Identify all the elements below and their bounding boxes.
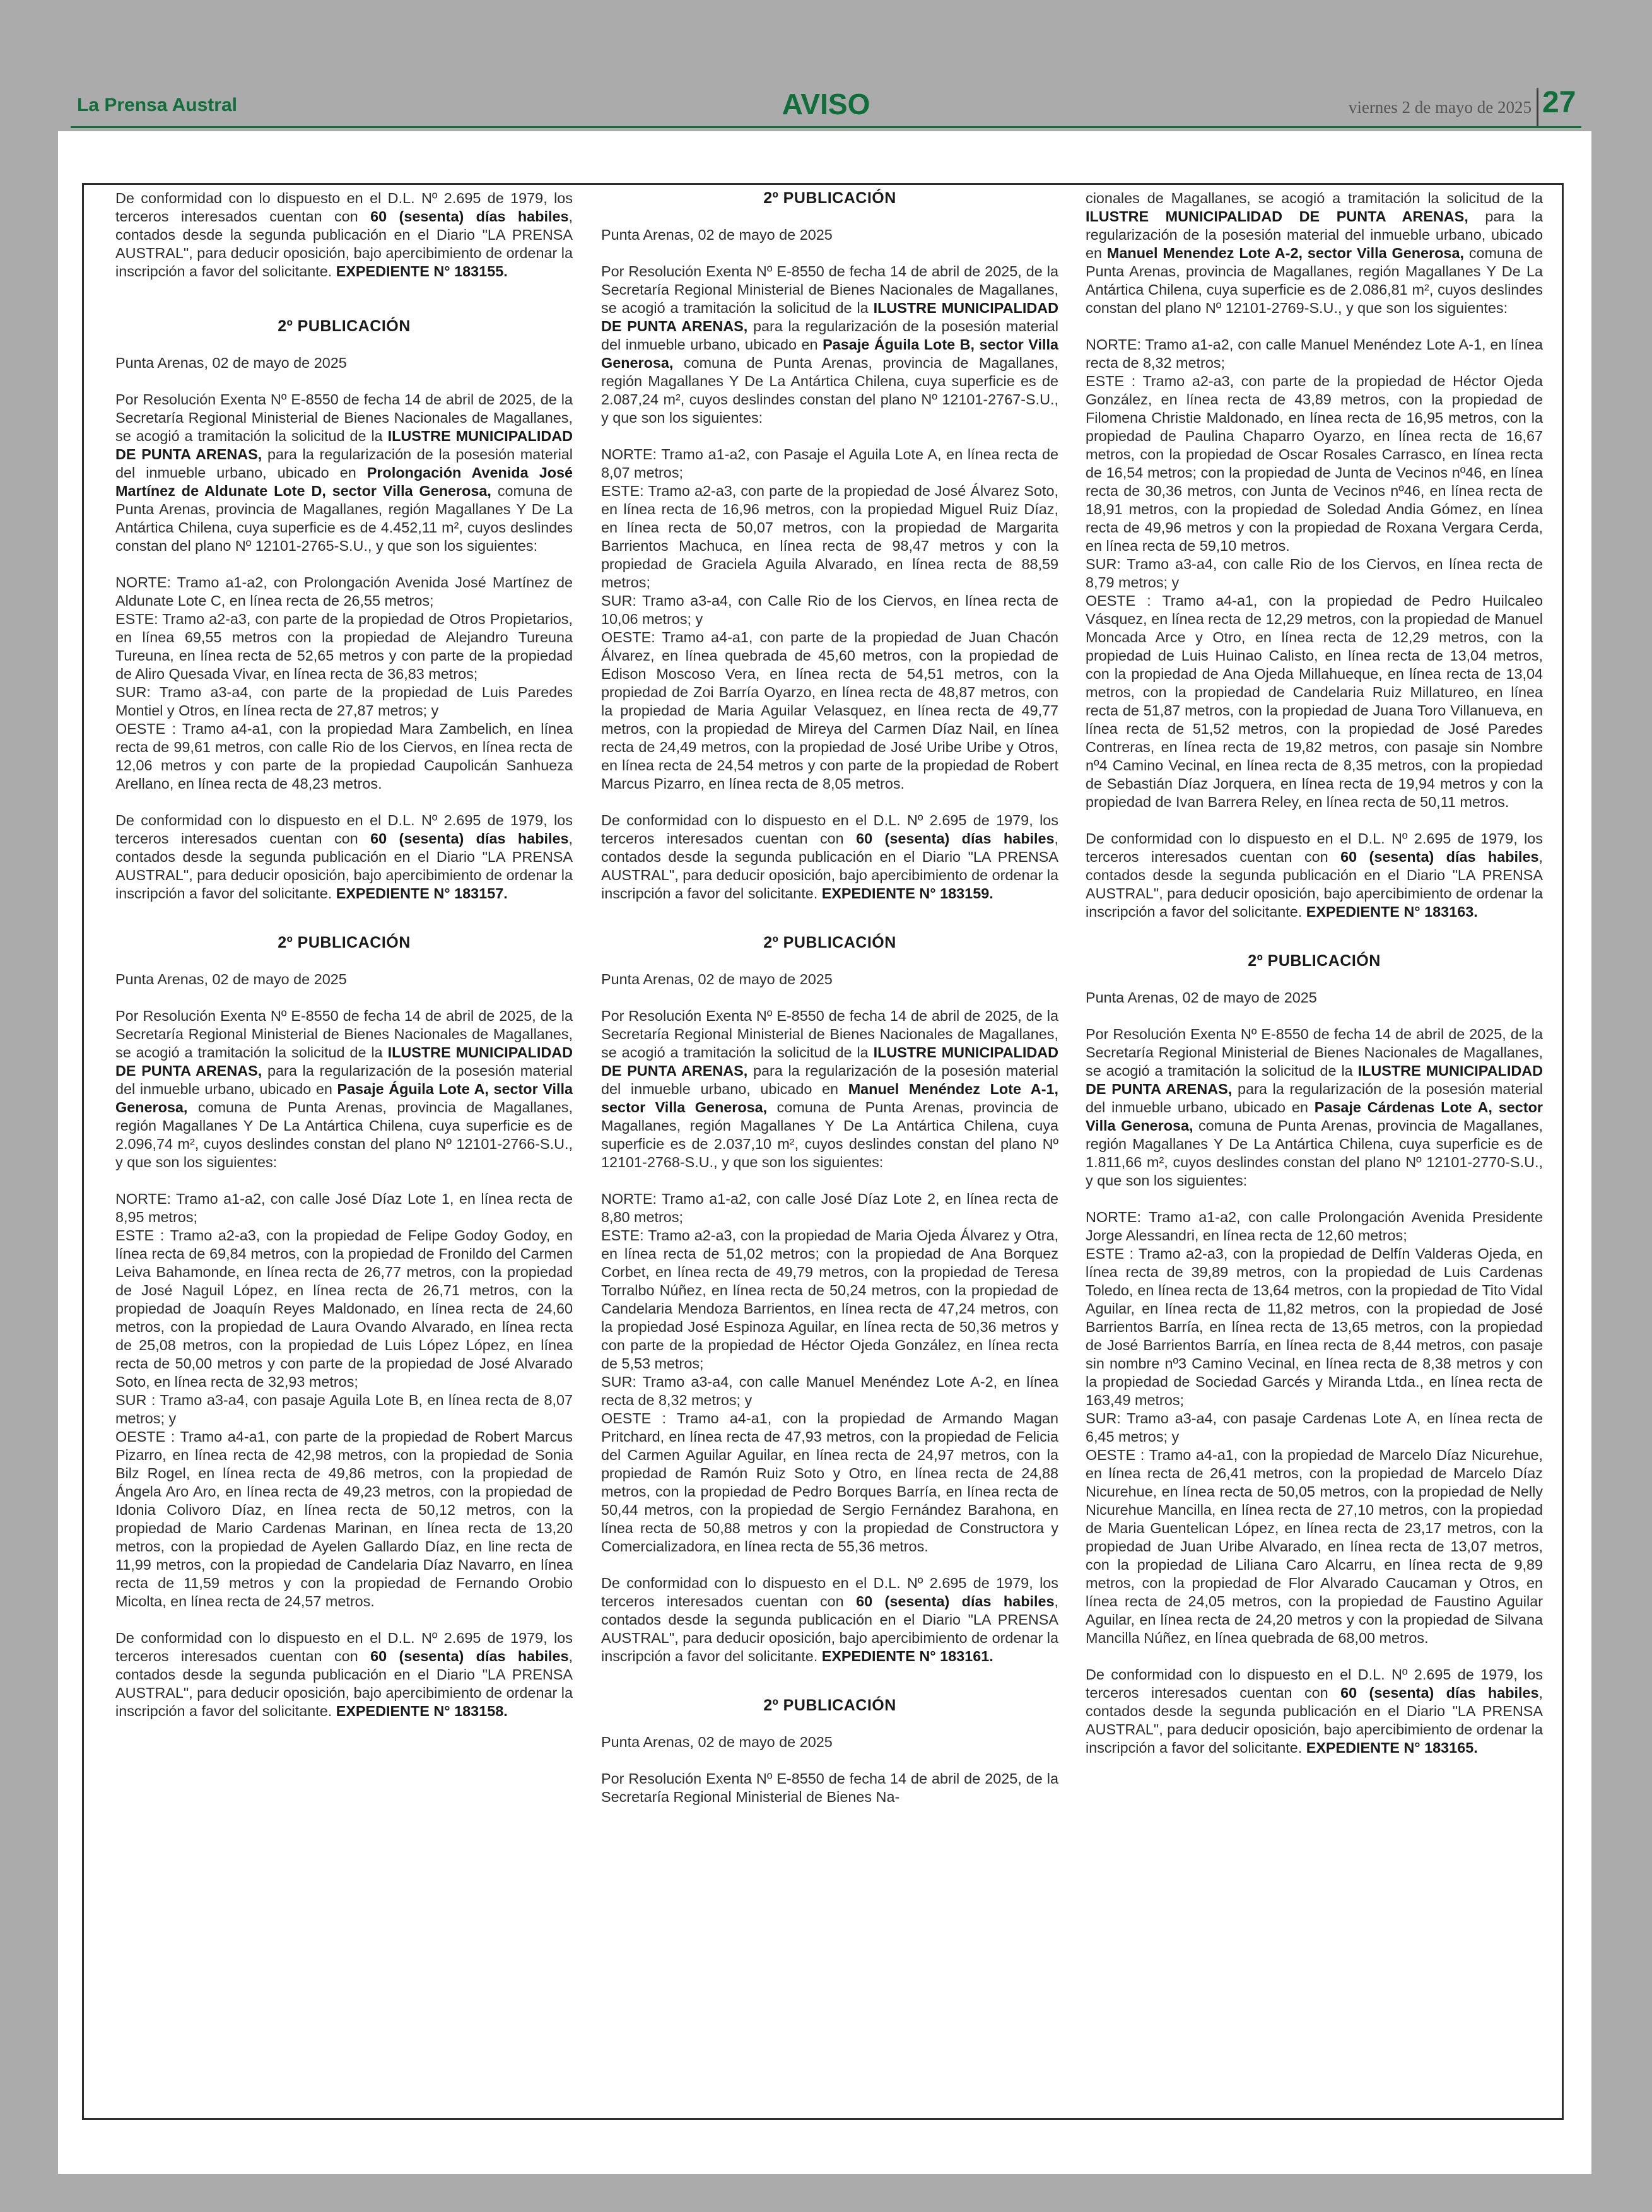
- expediente-number: EXPEDIENTE N° 183155.: [336, 263, 508, 279]
- notice-place-date: Punta Arenas, 02 de mayo de 2025: [601, 1734, 833, 1750]
- boundary-oeste: OESTE : Tramo a4-a1, con la propiedad Mara Zambelich, en línea recta de 99,61 metros, con calle Rio de los Ciervos, en línea recta de 12,06 metros y con parte de la propiedad Caupolicán Sanhueza Arellano, en línea recta de 48,23 metros.: [115, 721, 573, 792]
- boundary-este: ESTE: Tramo a2-a3, con parte de la propiedad de Otros Propietarios, en línea 69,55 metros con la propiedad de Alejandro Tureuna Tureuna, en línea recta de 52,65 metros y con parte de la propiedad de Aliro Quesada Vivar, en línea recta de 36,83 metros;: [115, 611, 573, 682]
- expediente-number: EXPEDIENTE N° 183165.: [1306, 1739, 1478, 1756]
- notice-place-date: Punta Arenas, 02 de mayo de 2025: [601, 226, 833, 243]
- notice-closing: De conformidad con lo dispuesto en el D.L. Nº 2.695 de 1979, los terceros interesados cuentan con 60 (sesenta) días habiles, contados desde la segunda publicación en el Diario "LA PRENSA AUSTRAL", para deducir oposición, bajo apercibimiento de ordenar la inscripción a favor del solicitante. EXPEDIENTE N° 183155.: [115, 190, 573, 279]
- notice-intro-start: Por Resolución Exenta Nº E-8550 de fecha 14 de abril de 2025, de la Secretaría Regional Ministerial de Bienes Na-: [601, 1770, 1058, 1805]
- notice-place-date: Punta Arenas, 02 de mayo de 2025: [1086, 989, 1317, 1006]
- boundary-norte: NORTE: Tramo a1-a2, con calle Prolongación Avenida Presidente Jorge Alessandri, en línea recta de 12,60 metros;: [1086, 1209, 1543, 1244]
- boundary-este: ESTE: Tramo a2-a3, con la propiedad de Maria Ojeda Álvarez y Otra, en línea recta de 51,02 metros; con la propiedad de Ana Borquez Corbet, en línea recta de 49,79 metros, con la propiedad de Teresa Torralbo Núñez, en línea recta de 50,24 metros, con la propiedad de Candelaria Mendoza Barrientos, en línea recta de 47,24 metros, con la propiedad José Espinoza Aguilar, en línea recta de 50,36 metros y con parte de la propiedad de Héctor Ojeda González, en línea recta de 5,53 metros;: [601, 1227, 1058, 1372]
- boundary-sur: SUR : Tramo a3-a4, con pasaje Aguila Lote B, en línea recta de 8,07 metros; y: [115, 1392, 573, 1427]
- notice-place-date: Punta Arenas, 02 de mayo de 2025: [115, 971, 347, 987]
- boundary-oeste: OESTE : Tramo a4-a1, con parte de la propiedad de Robert Marcus Pizarro, en línea recta de 42,98 metros, con la propiedad de Sonia Bilz Rogel, en línea recta de 49,86 metros, con la propiedad de Ángela Aro Aro, en línea recta de 49,23 metros, con la propiedad de Idonia Colivoro Díaz, en línea recta de 50,12 metros, con la propiedad de Mario Cardenas Marinan, en línea recta de 13,20 metros, con la propiedad de Ayelen Gallardo Díaz, en line recta de 11,99 metros, con la propiedad de Candelaria Díaz Navarro, en línea recta de 11,59 metros y con la propiedad de Fernando Orobio Micolta, en línea recta de 24,57 metros.: [115, 1428, 573, 1609]
- boundary-norte: NORTE: Tramo a1-a2, con calle José Díaz Lote 2, en línea recta de 8,80 metros;: [601, 1191, 1058, 1225]
- notice-place-date: Punta Arenas, 02 de mayo de 2025: [601, 971, 833, 987]
- section-title: AVISO: [782, 88, 870, 121]
- notice-intro: Por Resolución Exenta Nº E-8550 de fecha 14 de abril de 2025, de la Secretaría Regional Ministerial de Bienes Nacionales de Magallanes, se acogió a tramitación la solicitud de la ILUSTRE MUNICIPALIDAD DE PUNTA ARENAS, para la regularización de la posesión material del inmueble urbano, ubicado en Manuel Menéndez Lote A-1, sector Villa Generosa, comuna de Punta Arenas, provincia de Magallanes, región Magallanes Y De La Antártica Chilena, cuya superficie es de 2.037,10 m², cuyos deslindes constan del plano Nº 12101-2768-S.U., y que son los siguientes:: [601, 1008, 1059, 1170]
- page-number-divider: [1537, 88, 1538, 126]
- newspaper-brand: La Prensa Austral: [77, 95, 237, 115]
- notice-heading: 2º PUBLICACIÓN: [278, 317, 411, 335]
- boundary-oeste: OESTE : Tramo a4-a1, con la propiedad de Marcelo Díaz Nicurehue, en línea recta de 26,41 metros, con la propiedad de Marcelo Díaz Nicurehue, en línea recta de 50,05 metros, con la propiedad de Nelly Nicurehue Mancilla, en línea recta de 27,10 metros, con la propiedad de Maria Guentelican López, en línea recta de 23,17 metros, con la propiedad de Juan Uribe Alvarado, en línea recta de 13,07 metros, con la propiedad de Liliana Caro Alcarru, en línea recta de 9,89 metros, con la propiedad de Flor Alvarado Caucaman y Otros, en línea recta de 24,05 metros, con la propiedad de Faustino Aguilar Aguilar, en línea recta de 24,20 metros y con la propiedad de Silvana Mancilla Núñez, en línea quebrada de 68,00 metros.: [1086, 1447, 1543, 1646]
- expediente-number: EXPEDIENTE N° 183157.: [336, 885, 508, 902]
- boundary-norte: NORTE: Tramo a1-a2, con Pasaje el Aguila Lote A, en línea recta de 8,07 metros;: [601, 446, 1058, 481]
- boundary-este: ESTE : Tramo a2-a3, con la propiedad de Felipe Godoy Godoy, en línea recta de 69,84 metros, con la propiedad de Fronildo del Carmen Leiva Bahamonde, en línea recta de 26,77 metros, con la propiedad de José Naguil López, en línea recta de 26,71 metros, con la propiedad de Joaquín Reyes Maldonado, en línea recta de 24,60 metros, con la propiedad de Laura Ovando Alvarado, en línea recta de 25,08 metros, con la propiedad de Luis López López, en línea recta de 50,00 metros y con parte de la propiedad de José Alvarado Soto, en línea recta de 32,93 metros;: [115, 1227, 573, 1390]
- notice-closing: De conformidad con lo dispuesto en el D.L. Nº 2.695 de 1979, los terceros interesados cuentan con 60 (sesenta) días habiles, contados desde la segunda publicación en el Diario "LA PRENSA AUSTRAL", para deducir oposición, bajo apercibimiento de ordenar la inscripción a favor del solicitante. EXPEDIENTE N° 183159.: [601, 812, 1058, 902]
- notice-closing: De conformidad con lo dispuesto en el D.L. Nº 2.695 de 1979, los terceros interesados cuentan con 60 (sesenta) días habiles, contados desde la segunda publicación en el Diario "LA PRENSA AUSTRAL", para deducir oposición, bajo apercibimiento de ordenar la inscripción a favor del solicitante. EXPEDIENTE N° 183157.: [115, 812, 573, 902]
- column-3: [1086, 189, 1543, 1775]
- expediente-number: EXPEDIENTE N° 183158.: [336, 1703, 508, 1719]
- boundary-sur: SUR: Tramo a3-a4, con calle Manuel Menéndez Lote A-2, en línea recta de 8,32 metros; y: [601, 1374, 1058, 1408]
- notice-closing: De conformidad con lo dispuesto en el D.L. Nº 2.695 de 1979, los terceros interesados cuentan con 60 (sesenta) días habiles, contados desde la segunda publicación en el Diario "LA PRENSA AUSTRAL", para deducir oposición, bajo apercibimiento de ordenar la inscripción a favor del solicitante. EXPEDIENTE N° 183161.: [601, 1575, 1058, 1664]
- notice-intro: Por Resolución Exenta Nº E-8550 de fecha 14 de abril de 2025, de la Secretaría Regional Ministerial de Bienes Nacionales de Magallanes, se acogió a tramitación la solicitud de la ILUSTRE MUNICIPALIDAD DE PUNTA ARENAS, para la regularización de la posesión material del inmueble urbano, ubicado en Pasaje Águila Lote B, sector Villa Generosa, comuna de Punta Arenas, provincia de Magallanes, región Magallanes Y De La Antártica Chilena, cuya superficie es de 2.087,24 m², cuyos deslindes constan del plano Nº 12101-2767-S.U., y que son los siguientes:: [601, 263, 1059, 426]
- page-number: 27: [1542, 86, 1576, 119]
- notice-heading: 2º PUBLICACIÓN: [278, 934, 411, 951]
- notice-intro-continued: cionales de Magallanes, se acogió a tramitación la solicitud de la ILUSTRE MUNICIPALIDAD DE PUNTA ARENAS, para la regularización de la posesión material del inmueble urbano, ubicado en Manuel Menendez Lote A-2, sector Villa Generosa, comuna de Punta Arenas, provincia de Magallanes, región Magallanes Y De La Antártica Chilena, cuya superficie es de 2.086,81 m², cuyos deslindes constan del plano Nº 12101-2769-S.U., y que son los siguientes:: [1086, 190, 1543, 316]
- expediente-number: EXPEDIENTE N° 183163.: [1306, 903, 1478, 920]
- boundary-oeste: OESTE : Tramo a4-a1, con la propiedad de Pedro Huilcaleo Vásquez, en línea recta de 12,29 metros, con la propiedad de Manuel Moncada Arce y Otro, en línea recta de 12,29 metros, con la propiedad de Luis Huinao Calisto, en línea recta de 13,04 metros, con la propiedad de Ana Ojeda Millahueque, en línea recta de 13,04 metros, con la propiedad de Candelaria Ruiz Millatureo, en línea recta de 51,87 metros, con la propiedad de Juana Toro Villanueva, en línea recta de 51,52 metros, con la propiedad de José Paredes Contreras, en línea recta de 19,82 metros, con pasaje sin Nombre nº4 Camino Vecinal, en línea recta de 8,35 metros, con la propiedad de Sebastián Díaz Jorquera, en línea recta de 19,94 metros y con la propiedad de Ivan Barrera Reley, en línea recta de 50,11 metros.: [1086, 592, 1543, 810]
- notice-heading: 2º PUBLICACIÓN: [1248, 952, 1381, 970]
- notice-closing: De conformidad con lo dispuesto en el D.L. Nº 2.695 de 1979, los terceros interesados cuentan con 60 (sesenta) días habiles, contados desde la segunda publicación en el Diario "LA PRENSA AUSTRAL", para deducir oposición, bajo apercibimiento de ordenar la inscripción a favor del solicitante. EXPEDIENTE N° 183163.: [1086, 830, 1543, 920]
- boundary-norte: NORTE: Tramo a1-a2, con Prolongación Avenida José Martínez de Aldunate Lote C, en línea recta de 26,55 metros;: [115, 574, 573, 609]
- notice-intro: Por Resolución Exenta Nº E-8550 de fecha 14 de abril de 2025, de la Secretaría Regional Ministerial de Bienes Nacionales de Magallanes, se acogió a tramitación la solicitud de la ILUSTRE MUNICIPALIDAD DE PUNTA ARENAS, para la regularización de la posesión material del inmueble urbano, ubicado en Prolongación Avenida José Martínez de Aldunate Lote D, sector Villa Generosa, comuna de Punta Arenas, provincia de Magallanes, región Magallanes Y De La Antártica Chilena, cuya superficie es de 4.452,11 m², cuyos deslindes constan del plano Nº 12101-2765-S.U., y que son los siguientes:: [115, 391, 573, 554]
- expediente-number: EXPEDIENTE N° 183161.: [821, 1648, 993, 1664]
- notice-intro: Por Resolución Exenta Nº E-8550 de fecha 14 de abril de 2025, de la Secretaría Regional Ministerial de Bienes Nacionales de Magallanes, se acogió a tramitación la solicitud de la ILUSTRE MUNICIPALIDAD DE PUNTA ARENAS, para la regularización de la posesión material del inmueble urbano, ubicado en Pasaje Águila Lote A, sector Villa Generosa, comuna de Punta Arenas, provincia de Magallanes, región Magallanes Y De La Antártica Chilena, cuya superficie es de 2.096,74 m², cuyos deslindes constan del plano Nº 12101-2766-S.U., y que son los siguientes:: [115, 1008, 573, 1170]
- notice-heading: 2º PUBLICACIÓN: [763, 1697, 896, 1714]
- boundary-norte: NORTE: Tramo a1-a2, con calle José Díaz Lote 1, en línea recta de 8,95 metros;: [115, 1191, 573, 1225]
- boundary-norte: NORTE: Tramo a1-a2, con calle Manuel Menéndez Lote A-1, en línea recta de 8,32 metros;: [1086, 336, 1543, 371]
- issue-date: viernes 2 de mayo de 2025: [1348, 98, 1532, 117]
- boundary-oeste: OESTE: Tramo a4-a1, con parte de la propiedad de Juan Chacón Álvarez, en línea quebrada de 45,60 metros, con la propiedad de Edison Moscoso Vera, en línea recta de 54,51 metros, con la propiedad de Zoi Barría Oyarzo, en línea recta de 48,87 metros, con la propiedad de Maria Aguilar Velasquez, en línea recta de 49,77 metros, con la propiedad de Mireya del Carmen Díaz Nail, en línea recta de 24,49 metros, con la propiedad de José Uribe Uribe y Otros, en línea recta de 24,54 metros y con parte de la propiedad de Robert Marcus Pizarro, en línea recta de 8,05 metros.: [601, 629, 1058, 792]
- boundary-sur: SUR: Tramo a3-a4, con pasaje Cardenas Lote A, en línea recta de 6,45 metros; y: [1086, 1410, 1543, 1445]
- notice-closing: De conformidad con lo dispuesto en el D.L. Nº 2.695 de 1979, los terceros interesados cuentan con 60 (sesenta) días habiles, contados desde la segunda publicación en el Diario "LA PRENSA AUSTRAL", para deducir oposición, bajo apercibimiento de ordenar la inscripción a favor del solicitante. EXPEDIENTE N° 183165.: [1086, 1666, 1543, 1756]
- masthead: [0, 0, 1652, 129]
- column-1: [115, 189, 573, 1739]
- notice-heading: 2º PUBLICACIÓN: [763, 189, 896, 207]
- boundary-este: ESTE: Tramo a2-a3, con parte de la propiedad de José Álvarez Soto, en línea recta de 16,96 metros, con la propiedad Miguel Ruiz Díaz, en línea recta de 50,07 metros, con la propiedad de Margarita Barrientos Machuca, en línea recta de 98,47 metros y con la propiedad de Graciela Aguila Alvarado, en línea recta de 88,59 metros;: [601, 483, 1058, 591]
- boundary-este: ESTE : Tramo a2-a3, con la propiedad de Delfín Valderas Ojeda, en línea recta de 39,89 metros, con la propiedad de Luis Cardenas Toledo, en línea recta de 13,64 metros, con la propiedad de Tito Vidal Aguilar, en línea recta de 11,82 metros, con la propiedad de José Barrientos Barría, en línea recta de 13,65 metros, con la propiedad de José Barrientos Barría, en línea recta de 8,44 metros, con pasaje sin nombre nº3 Camino Vecinal, en línea recta de 8,38 metros y con la propiedad de Sociedad Garcés y Miranda Ltda., en línea recta de 163,49 metros;: [1086, 1245, 1543, 1408]
- boundary-sur: SUR: Tramo a3-a4, con Calle Rio de los Ciervos, en línea recta de 10,06 metros; y: [601, 592, 1058, 627]
- notice-heading: 2º PUBLICACIÓN: [763, 934, 896, 951]
- notice-intro: Por Resolución Exenta Nº E-8550 de fecha 14 de abril de 2025, de la Secretaría Regional Ministerial de Bienes Nacionales de Magallanes, se acogió a tramitación la solicitud de la ILUSTRE MUNICIPALIDAD DE PUNTA ARENAS, para la regularización de la posesión material del inmueble urbano, ubicado en Pasaje Cárdenas Lote A, sector Villa Generosa, comuna de Punta Arenas, provincia de Magallanes, región Magallanes Y De La Antártica Chilena, cuya superficie es de 1.811,66 m², cuyos deslindes constan del plano Nº 12101-2770-S.U., y que son los siguientes:: [1086, 1026, 1544, 1189]
- boundary-sur: SUR: Tramo a3-a4, con calle Rio de los Ciervos, en línea recta de 8,79 metros; y: [1086, 556, 1543, 591]
- header-rule: [71, 126, 1581, 128]
- boundary-este: ESTE : Tramo a2-a3, con parte de la propiedad de Héctor Ojeda González, en línea recta de 43,89 metros, con la propiedad de Filomena Christie Maldonado, en línea recta de 16,95 metros, con la propiedad de Paulina Chaparro Oyarzo, en línea recta de 16,67 metros, con la propiedad de Oscar Rosales Carrasco, en línea recta de 16,54 metros; con la propiedad de Junta de Vecinos nº46, en línea recta de 30,36 metros, con Junta de Vecinos nº46, en línea recta de 18,91 metros, con la propiedad de Soledad Andia Gómez, en línea recta de 49,96 metros y con la propiedad de Roxana Vergara Cerda, en línea recta de 59,10 metros.: [1086, 373, 1543, 554]
- expediente-number: EXPEDIENTE N° 183159.: [821, 885, 993, 902]
- boundary-sur: SUR: Tramo a3-a4, con parte de la propiedad de Luis Paredes Montiel y Otros, en línea recta de 27,87 metros; y: [115, 684, 573, 719]
- column-2: [601, 189, 1058, 1806]
- notice-closing: De conformidad con lo dispuesto en el D.L. Nº 2.695 de 1979, los terceros interesados cuentan con 60 (sesenta) días habiles, contados desde la segunda publicación en el Diario "LA PRENSA AUSTRAL", para deducir oposición, bajo apercibimiento de ordenar la inscripción a favor del solicitante. EXPEDIENTE N° 183158.: [115, 1630, 573, 1719]
- boundary-oeste: OESTE : Tramo a4-a1, con la propiedad de Armando Magan Pritchard, en línea recta de 47,93 metros, con la propiedad de Felicia del Carmen Aguilar Aguilar, en línea recta de 24,97 metros, con la propiedad de Ramón Ruiz Soto y Otro, en línea recta de 24,88 metros, con la propiedad de Pedro Borques Barría, en línea recta de 50,44 metros, con la propiedad de Sergio Fernández Barahona, en línea recta de 50,88 metros y con la propiedad de Constructora y Comercializadora, en línea recta de 55,36 metros.: [601, 1410, 1058, 1555]
- notice-place-date: Punta Arenas, 02 de mayo de 2025: [115, 355, 347, 371]
